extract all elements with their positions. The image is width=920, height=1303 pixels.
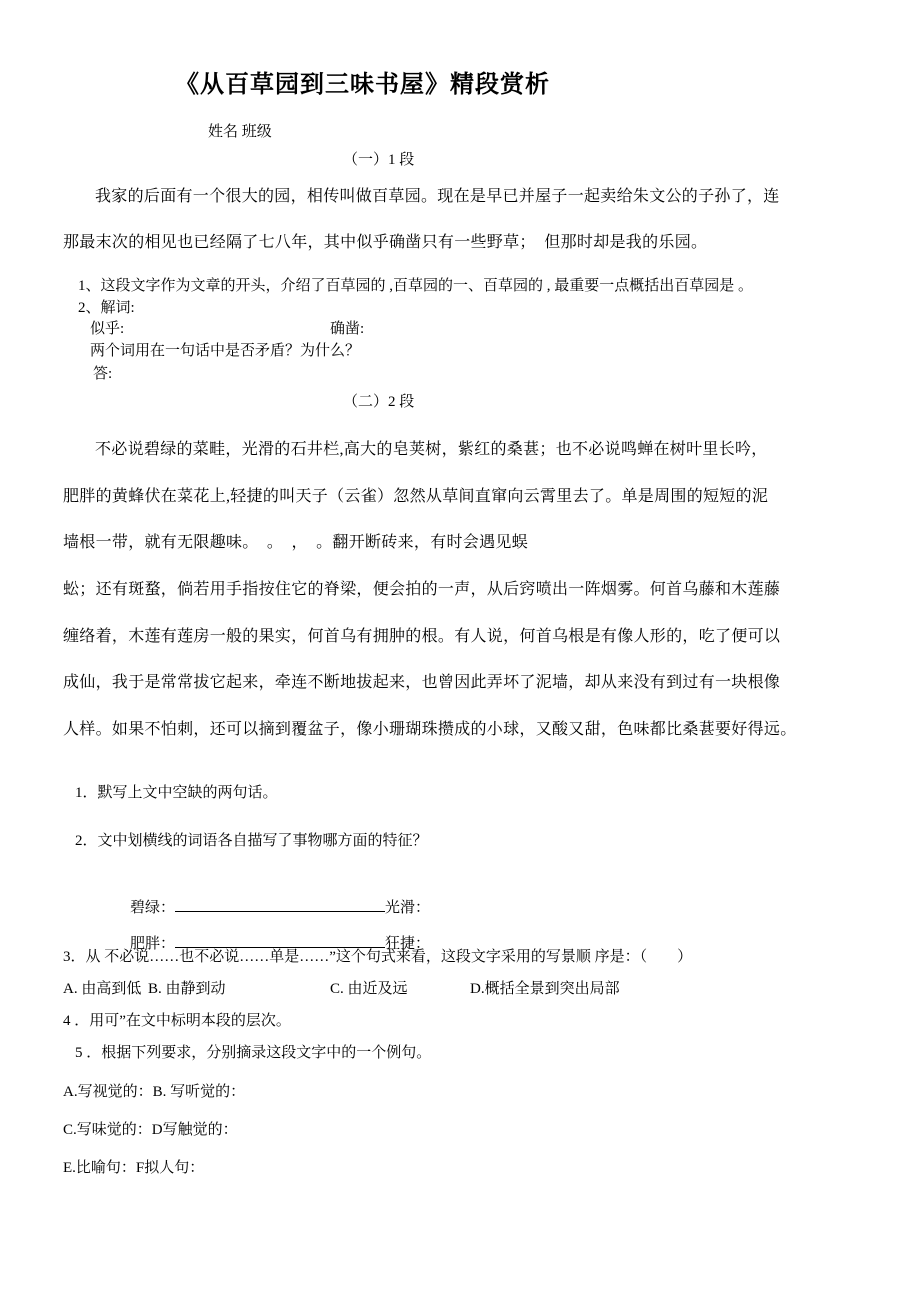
paragraph-line: 蚣；还有斑蝥，倘若用手指按住它的脊梁，便会拍的一声，从后窍喷出一阵烟雾。何首乌藤和木莲藤	[63, 581, 781, 598]
paragraph-line: 肥胖的黄蜂伏在菜花上,轻捷的叫天子（云雀）忽然从草间直窜向云霄里去了。单是周围的短短的泥	[63, 488, 769, 505]
paragraph-line: 不必说碧绿的菜畦，光滑的石井栏,高大的皂荚树，紫红的桑葚；也不必说鸣蝉在树叶里长吟，	[95, 441, 768, 458]
question-subitem: A.写视觉的：B. 写听觉的：	[63, 1084, 246, 1100]
answer-label: 答:	[93, 366, 113, 382]
blank-label: 碧绿：	[130, 899, 176, 916]
blank-label: 光滑：	[385, 899, 431, 916]
blank-underline	[175, 932, 385, 948]
question-item: 4 ．用可”在文中标明本段的层次。	[63, 1013, 291, 1029]
option-c: C. 由近及远	[330, 981, 408, 997]
question-item: 5 ．根据下列要求，分别摘录这段文字中的一个例句。	[75, 1045, 432, 1061]
question-item: 3．从 不必说……也不必说……单是……”这个句式来看，这段文字采用的写景顺 序是：（ ）	[63, 949, 693, 965]
paragraph-line: 我家的后面有一个很大的园，相传叫做百草园。现在是早已并屋子一起卖给朱文公的子孙了，连	[95, 188, 780, 205]
question-subitem: C.写味觉的：D写触觉的：	[63, 1122, 238, 1138]
option-d: D.概括全景到突出局部	[470, 981, 620, 997]
page-title: 《从百草园到三味书屋》精段赏析	[175, 72, 550, 98]
section-2-heading: （二）2 段	[343, 394, 415, 410]
question-item: 1、这段文字作为文章的开头，介绍了百草园的 ,百草园的一、百草园的 , 最重要一点概括出百草园是 。	[78, 278, 754, 294]
paragraph-line: 人样。如果不怕刺，还可以摘到覆盆子，像小珊瑚珠攒成的小球，又酸又甜，色味都比桑葚要好得远。	[63, 721, 797, 738]
blank-underline	[175, 896, 385, 912]
blank-label: 肥胖：	[130, 935, 176, 952]
word-to-define: 确凿:	[330, 321, 365, 337]
paragraph-line: 墙根一带，就有无限趣味。 。 ， 。翻开断砖来，有时会遇见蜈	[63, 534, 529, 551]
question-item: 1．默写上文中空缺的两句话。	[75, 785, 278, 801]
paragraph-line: 缠络着，木莲有莲房一般的果实，何首乌有拥肿的根。有人说，何首乌根是有像人形的，吃了便可以	[63, 628, 781, 645]
question-item: 2、解词:	[78, 300, 135, 316]
word-to-define: 似乎:	[90, 321, 125, 337]
option-a: A. 由高到低	[63, 981, 142, 997]
question-item: 两个词用在一句话中是否矛盾？为什么？	[90, 343, 361, 359]
paragraph-line: 那最末次的相见也已经隔了七八年，其中似乎确凿只有一些野草； 但那时却是我的乐园。	[63, 234, 708, 251]
blank-label: 狂捷：	[385, 935, 431, 952]
question-subitem: E.比喻句：F拟人句：	[63, 1160, 205, 1176]
question-item: 2．文中划横线的词语各自描写了事物哪方面的特征？	[75, 833, 428, 849]
name-class-line: 姓名 班级	[208, 124, 272, 140]
section-1-heading: （一）1 段	[343, 152, 415, 168]
option-b: B. 由静到动	[148, 981, 226, 997]
paragraph-line: 成仙，我于是常常拔它起来，牵连不断地拔起来，也曾因此弄坏了泥墙，却从来没有到过有一块根像	[63, 674, 781, 691]
